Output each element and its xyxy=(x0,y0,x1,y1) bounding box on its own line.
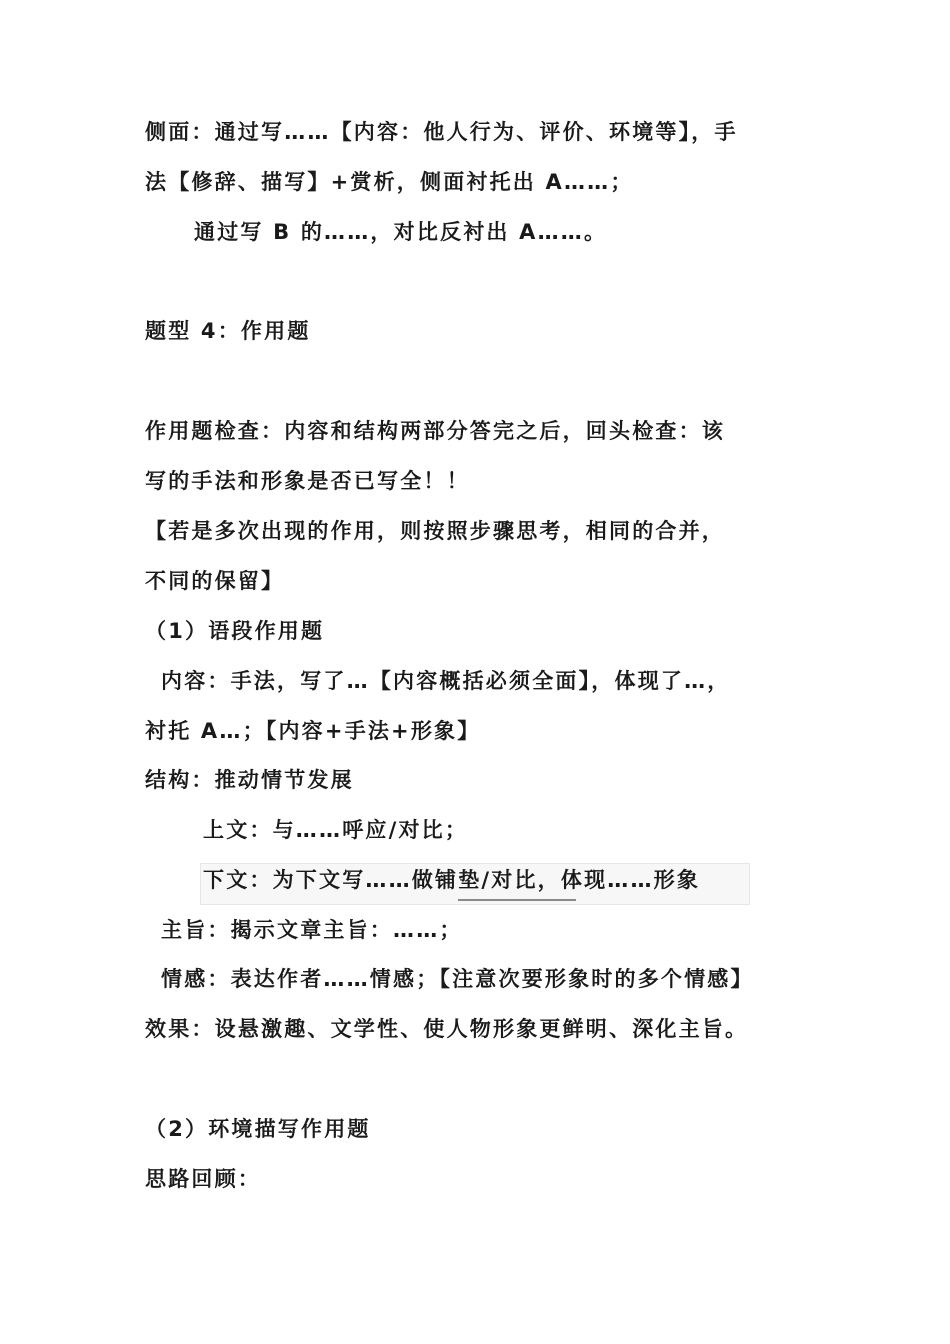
text-line-effect: 效果：设悬激趣、文学性、使人物形象更鲜明、深化主旨。 xyxy=(145,1017,749,1041)
text-line-side-description: 侧面：通过写……【内容：他人行为、评价、环境等】，手 xyxy=(145,120,738,144)
text-line-theme: 主旨：揭示文章主旨：……； xyxy=(161,918,463,942)
text-line-contrast: 通过写 B 的……，对比反衬出 A……。 xyxy=(194,220,608,244)
section-heading-type4: 题型 4：作用题 xyxy=(145,319,311,343)
text-line-content-2: 衬托 A…；【内容+手法+形象】 xyxy=(145,719,481,743)
text-line-preceding: 上文：与……呼应/对比； xyxy=(203,818,469,842)
text-line-structure: 结构：推动情节发展 xyxy=(145,768,354,792)
text-line-check-1: 作用题检查：内容和结构两部分答完之后，回头检查：该 xyxy=(145,419,725,443)
text-line-content-1: 内容：手法，写了…【内容概括必须全面】，体现了…， xyxy=(161,669,731,693)
text-underline-mark xyxy=(458,899,576,901)
text-line-note-2: 不同的保留】 xyxy=(145,569,285,593)
subheading-paragraph-function: （1）语段作用题 xyxy=(145,619,325,643)
text-line-check-2: 写的手法和形象是否已写全！！ xyxy=(145,469,470,493)
text-line-side-technique: 法【修辞、描写】+赏析，侧面衬托出 A……； xyxy=(145,170,634,194)
text-line-following: 下文：为下文写……做铺垫/对比，体现……形象 xyxy=(203,868,701,892)
text-line-emotion: 情感：表达作者……情感；【注意次要形象时的多个情感】 xyxy=(161,967,754,991)
text-line-review: 思路回顾： xyxy=(145,1167,261,1191)
subheading-environment-function: （2）环境描写作用题 xyxy=(145,1117,371,1141)
text-line-note-1: 【若是多次出现的作用，则按照步骤思考，相同的合并， xyxy=(145,519,725,543)
